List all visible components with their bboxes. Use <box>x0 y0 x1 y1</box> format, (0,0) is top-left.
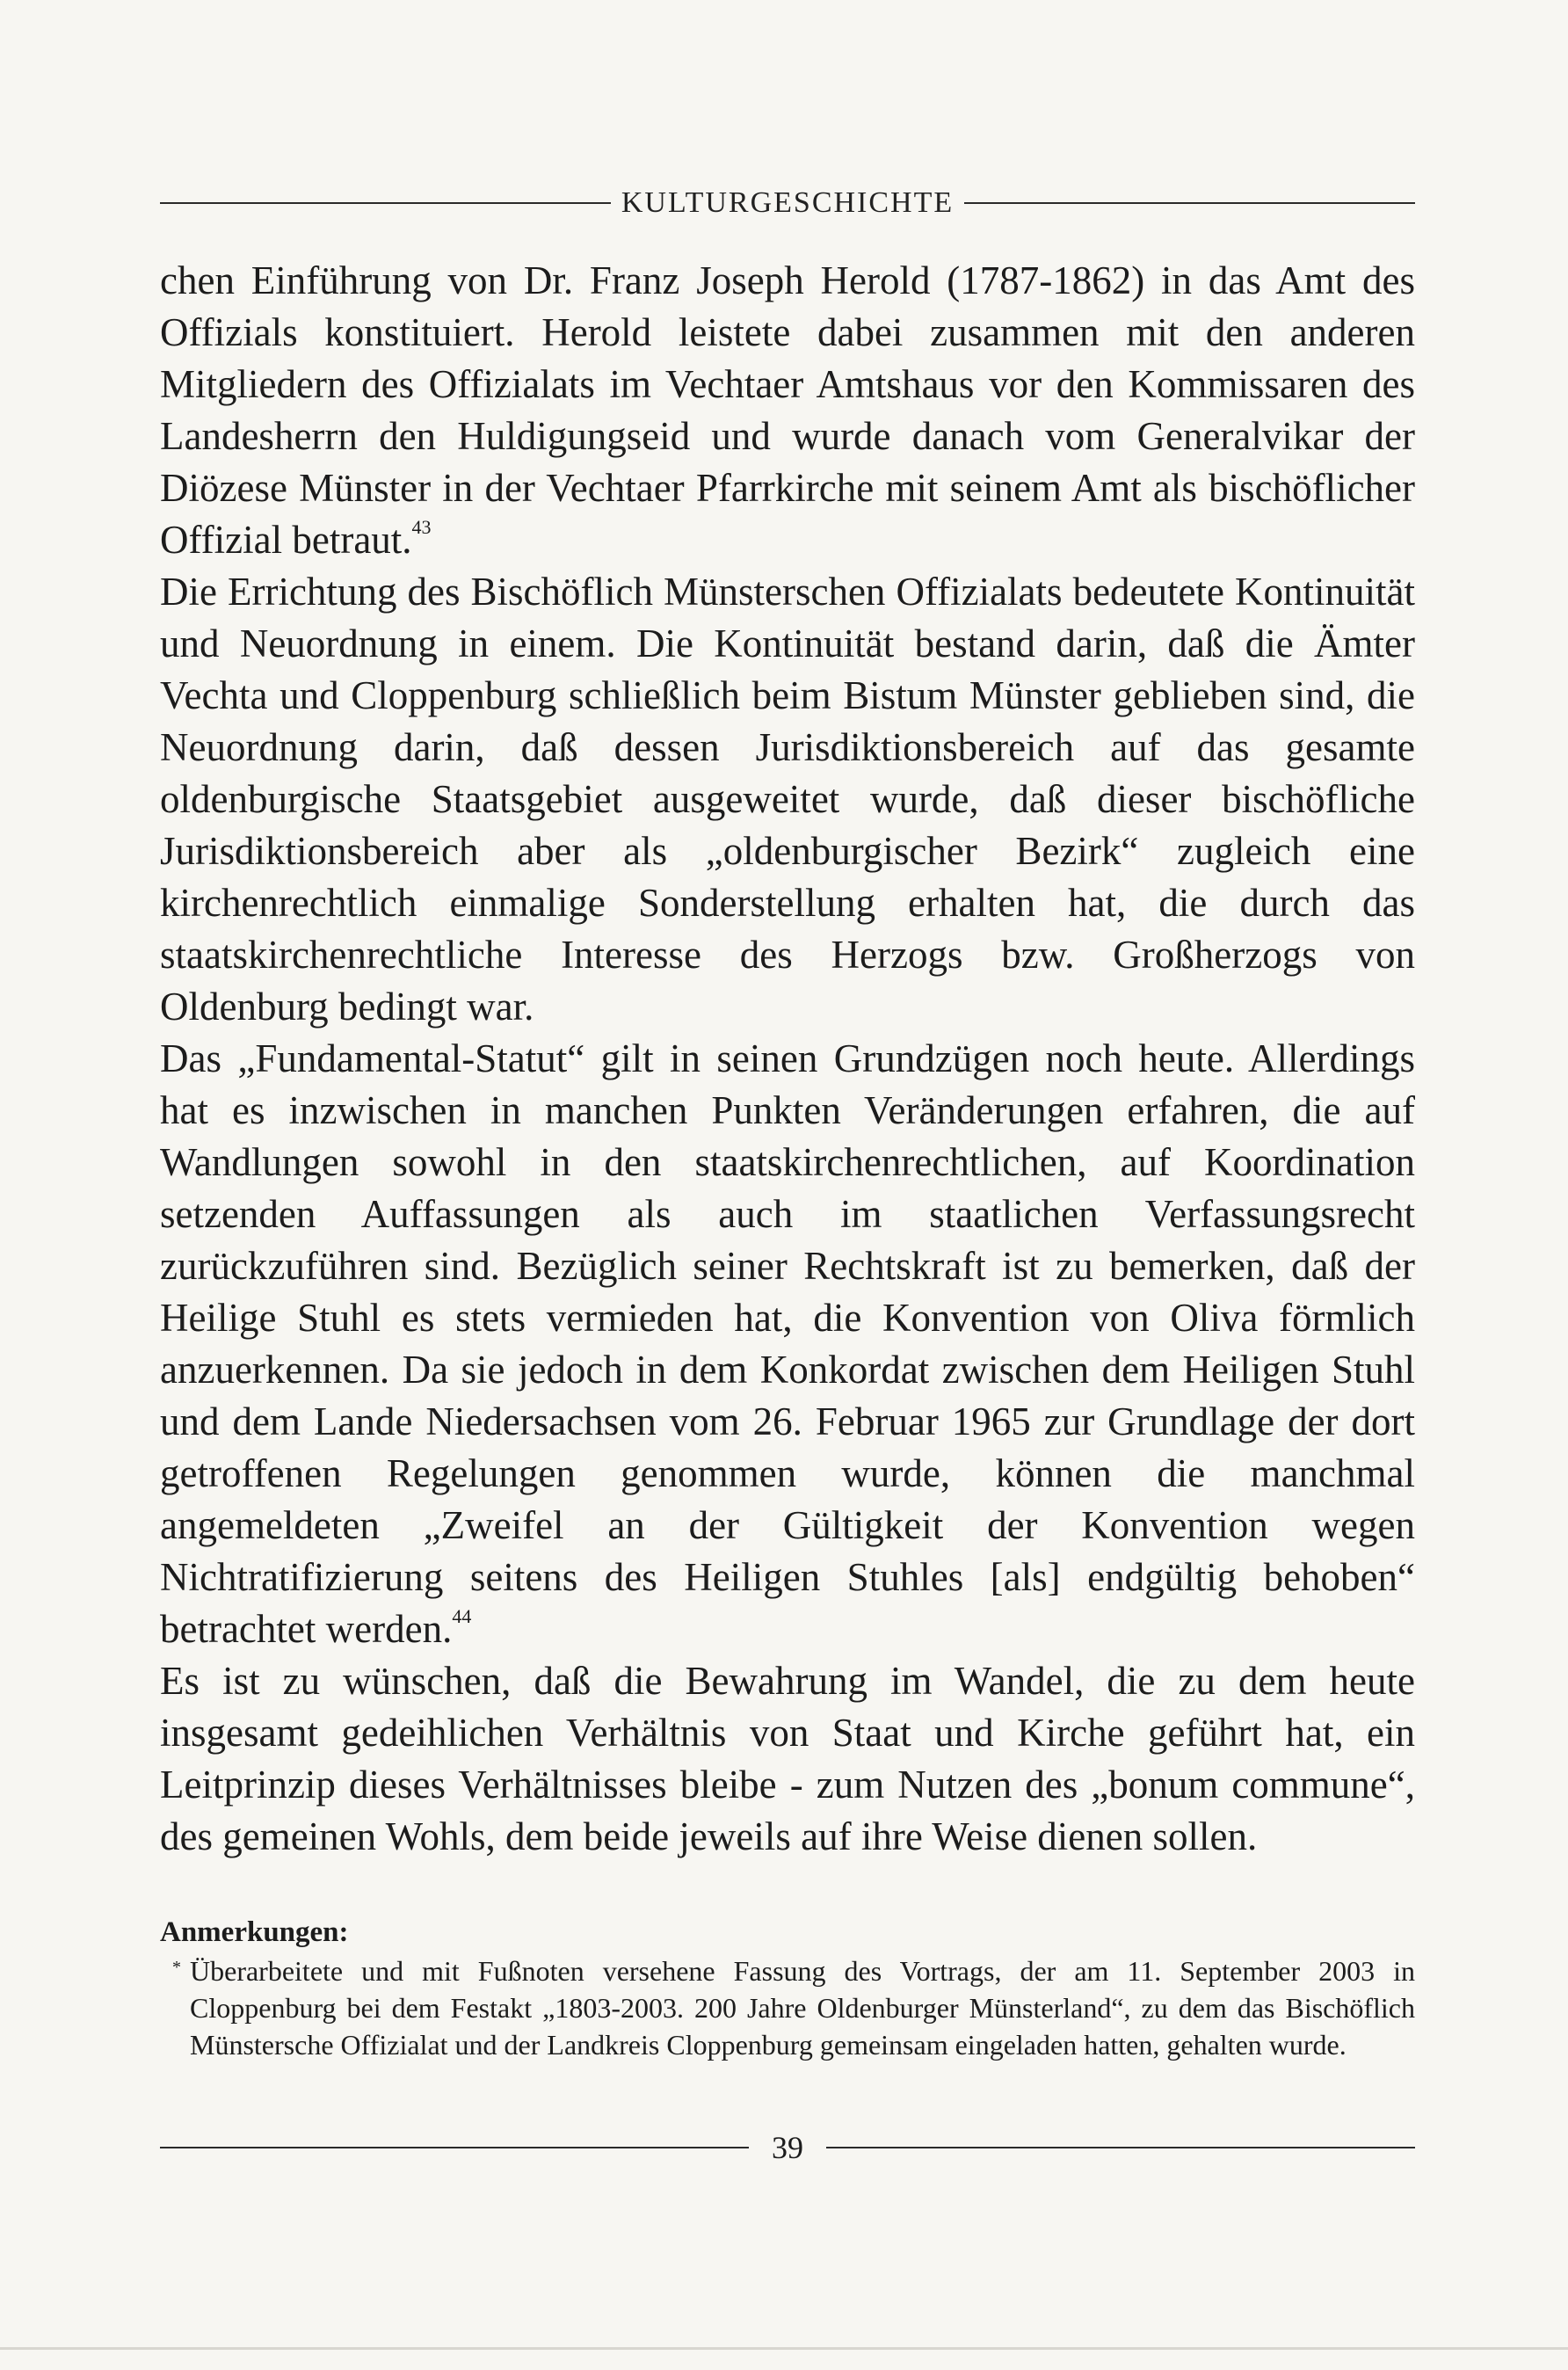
note-item <box>160 1952 1415 2063</box>
footer-rule-right <box>826 2147 1415 2148</box>
scan-edge-line <box>0 2347 1568 2350</box>
note-text: Überarbeitete und mit Fußnoten versehene Fassung des Vortrags, der am 11. September 2003 in Cloppenburg bei dem Festakt „1803-2003. 200 Jahre Oldenburger Münsterland“, zu dem das Bischöflich Münstersche Offizialat und der Landkreis Cloppenburg gemeinsam eingeladen hatten, gehalten wurde. <box>190 1955 1415 2061</box>
notes-heading: Anmerkungen: <box>160 1916 349 1948</box>
paragraph-2: Die Errichtung des Bischöflich Münsterschen Offizialats bedeutete Kontinuität und Neuordnung in einem. Die Kontinuität bestand darin, daß die Ämter Vechta und Cloppenburg schließlich beim Bistum Münster geblieben sind, die Neuordnung darin, daß dessen Jurisdiktionsbereich auf das gesamte oldenburgische Staatsgebiet ausgeweitet wurde, daß dieser bischöfliche Jurisdiktionsbereich aber als „oldenburgischer Bezirk“ zugleich eine kirchenrechtlich einmalige Sonderstellung erhalten hat, die durch das staatskirchenrechtliche Interesse des Herzogs bzw. Großherzogs von Oldenburg bedingt war. <box>160 570 1415 1029</box>
footnote-ref-44: 44 <box>452 1605 472 1627</box>
paragraph-4: Es ist zu wünschen, daß die Bewahrung im Wandel, die zu dem heute insgesamt gedeihlichen Verhältnis von Staat und Kirche geführt hat, ein Leitprinzip dieses Verhältnisses bleibe - zum Nutzen des „bonum commune“, des gemeinen Wohls, dem beide jeweils auf ihre Weise dienen sollen. <box>160 1659 1415 1858</box>
header-rule-right <box>964 202 1415 204</box>
paragraph-1-text: chen Einführung von Dr. Franz Joseph Herold (1787-1862) in das Amt des Offizials konstituiert. Herold leistete dabei zusammen mit den anderen Mitgliedern des Offizialats im Vechtaer Amtshaus vor den Kommissaren des Landesherrn den Huldigungseid und wurde danach vom Generalvikar der Diözese Münster in der Vechtaer Pfarrkirche mit seinem Amt als bischöflicher Offizial betraut. <box>160 258 1415 562</box>
page-footer <box>160 2129 1415 2166</box>
paragraph-3-text: Das „Fundamental-Statut“ gilt in seinen Grundzügen noch heute. Allerdings hat es inzwischen in manchen Punkten Veränderungen erfahren, die auf Wandlungen sowohl in den staatskirchenrechtlichen, auf Koordination setzenden Auffassungen als auch im staatlichen Verfassungsrecht zurückzuführen sind. Bezüglich seiner Rechtskraft ist zu bemerken, daß der Heilige Stuhl es stets vermieden hat, die Konvention von Oliva förmlich anzuerkennen. Da sie jedoch in dem Konkordat zwischen dem Heiligen Stuhl und dem Lande Niedersachsen vom 26. Februar 1965 zur Grundlage der dort getroffenen Regelungen genommen wurde, können die manchmal angemeldeten „Zweifel an der Gültigkeit der Konvention wegen Nichtratifizierung seitens des Heiligen Stuhles [als] endgültig behoben“ betrachtet werden. <box>160 1036 1415 1651</box>
body-text <box>160 255 1415 1863</box>
note-mark: * <box>172 1958 181 1977</box>
paragraph-3 <box>160 1033 1415 1655</box>
running-header <box>160 186 1415 220</box>
section-title: KULTURGESCHICHTE <box>621 186 955 219</box>
notes-section <box>160 1916 1415 2063</box>
paragraph-1 <box>160 255 1415 566</box>
page-number: 39 <box>772 2130 803 2165</box>
footnote-ref-43: 43 <box>411 516 432 538</box>
footer-rule-left <box>160 2147 749 2148</box>
header-rule-left <box>160 202 611 204</box>
